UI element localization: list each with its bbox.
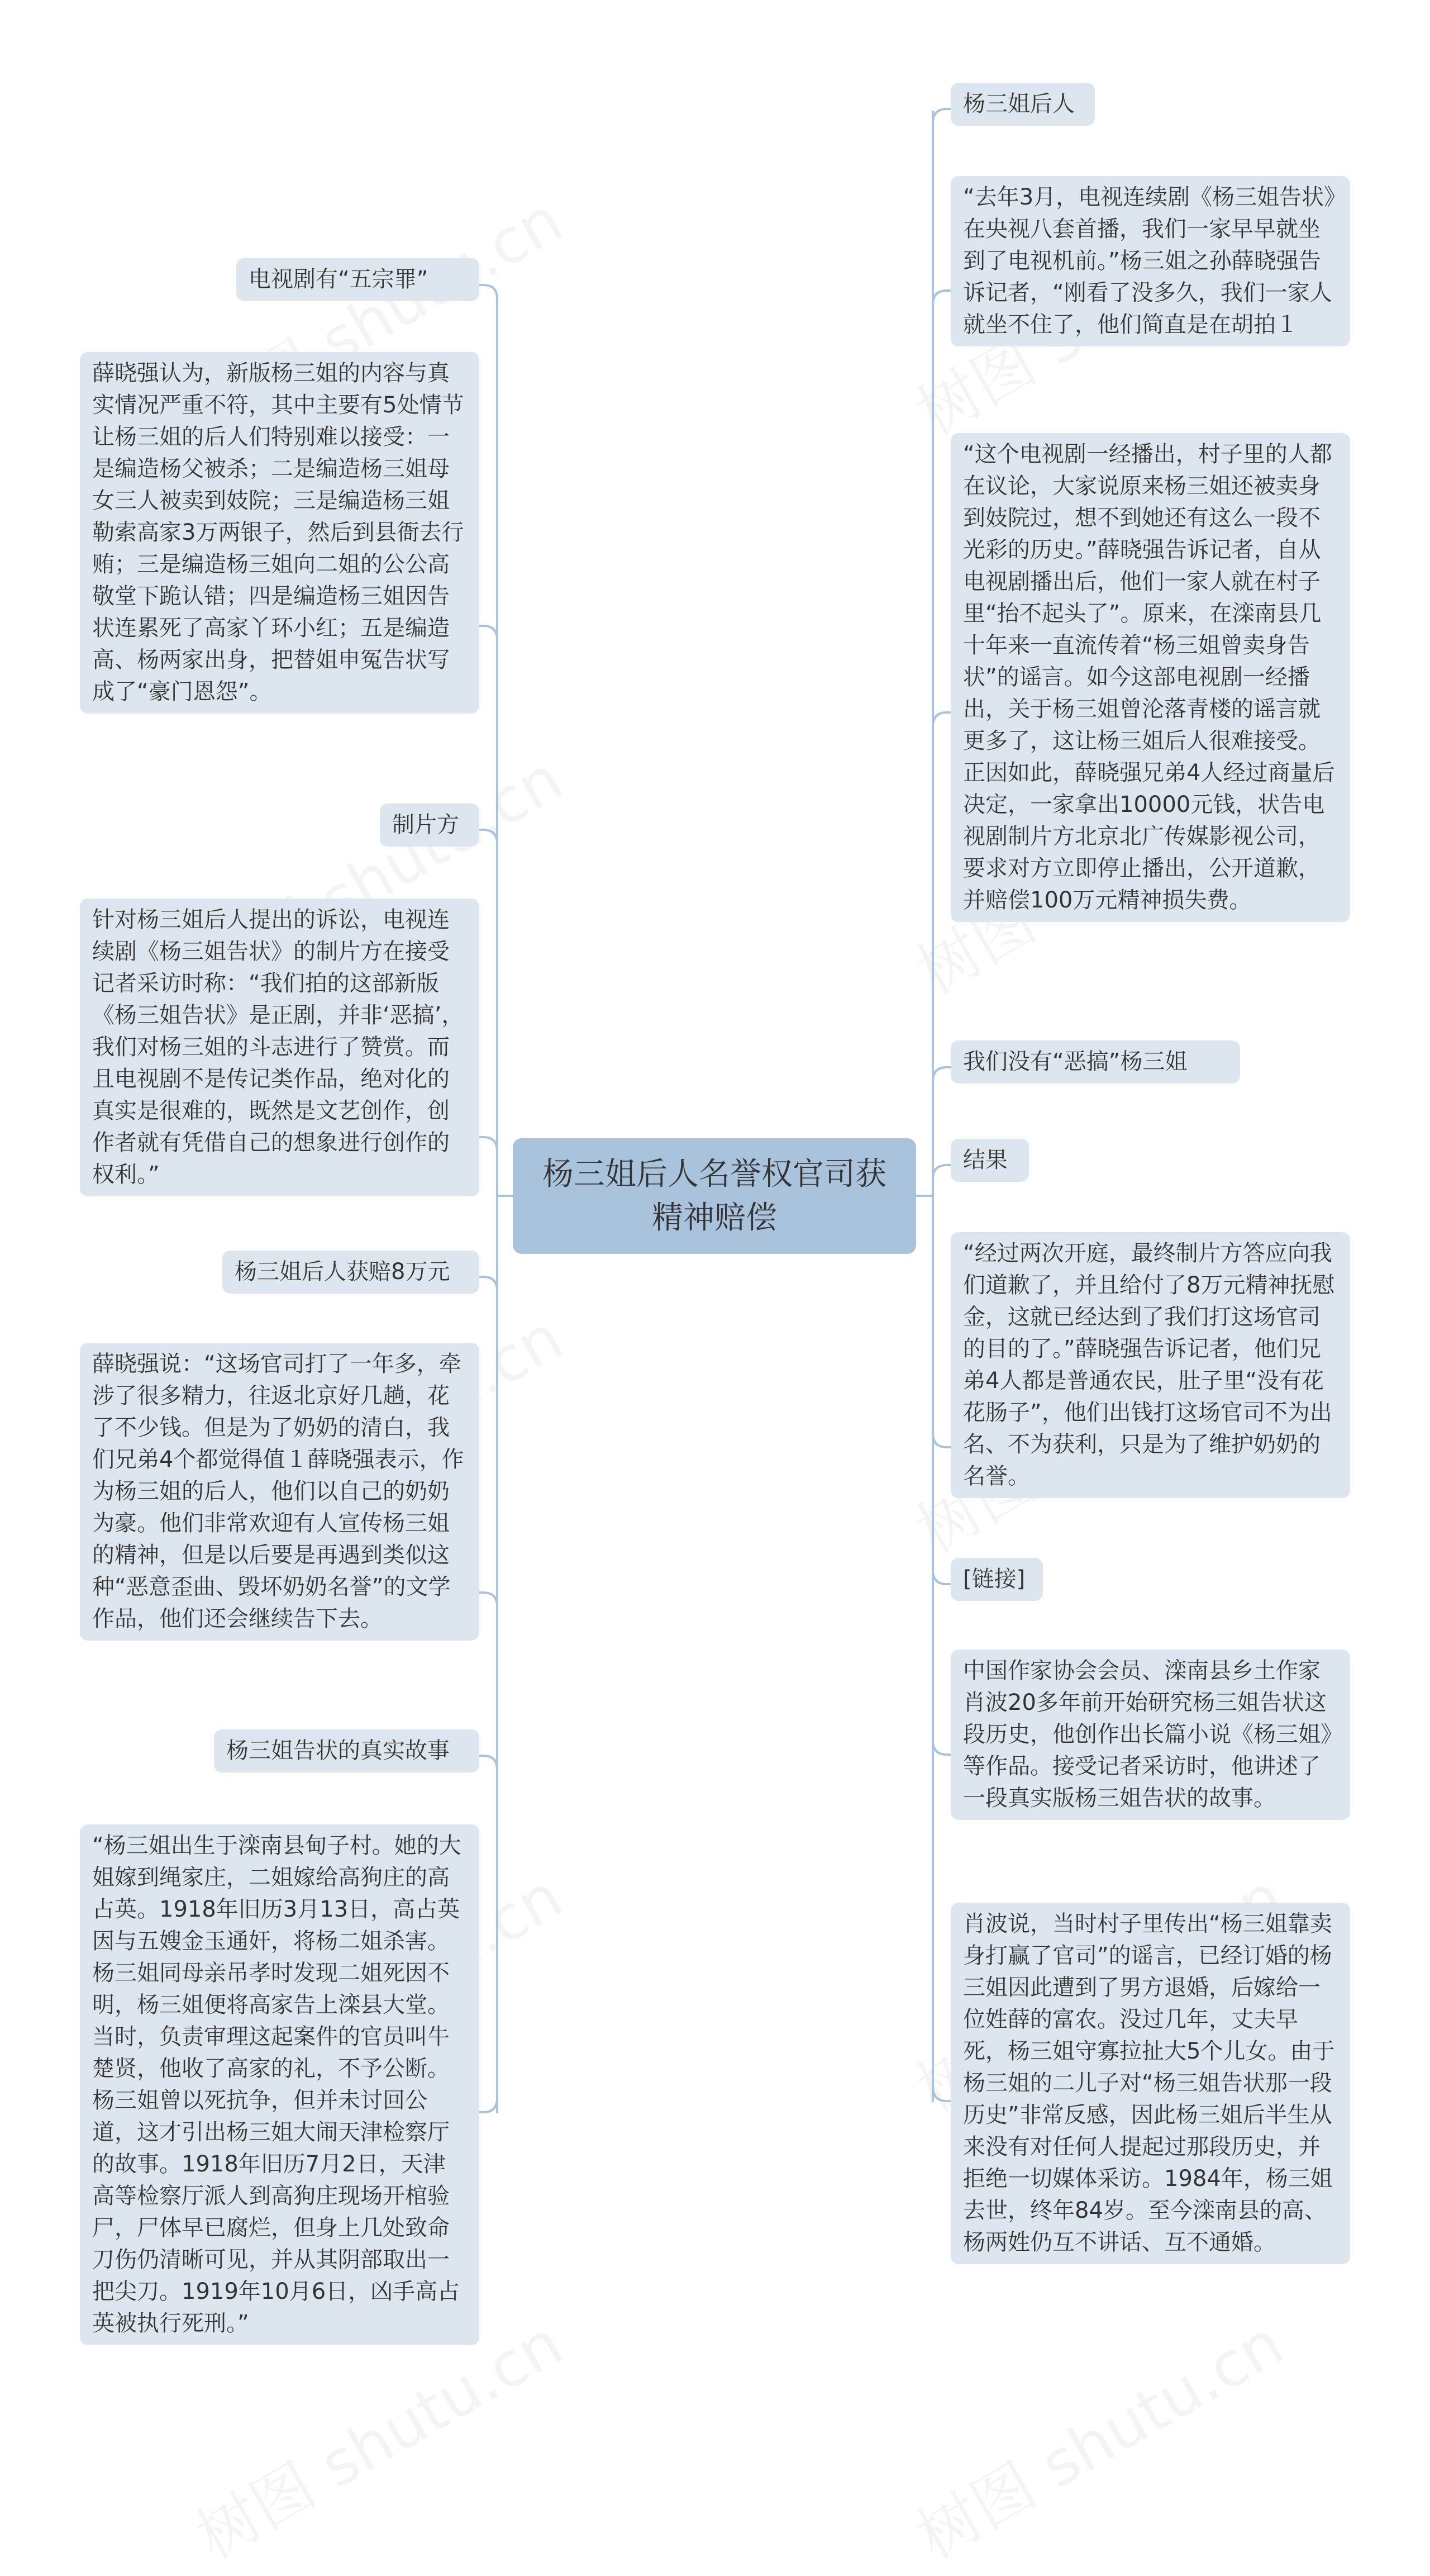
branch-right	[933, 1218, 951, 1447]
node-left-2[interactable]: 制片方	[380, 804, 479, 847]
node-right-2[interactable]: “这个电视剧一经播出，村子里的人都在议论，大家说原来杨三姐还被卖身到妓院过，想不到她还有这么一段不光彩的历史。”薛晓强告诉记者，自从电视剧播出后，他们一家人就在村子里“抬不起头了”。原来，在滦南县几十年来一直流传着“杨三姐曾卖身告状”的谣言。如今这部电视剧一经播出，关于杨三姐曾沦落青楼的谣言就更多了，这让杨三姐后人很难接受。正因如此，薛晓强兄弟4人经过商量后决定，一家拿出10000元钱，状告电视剧制片方北京北广传媒影视公司，要求对方立即停止播出，公开道歉，并赔偿100万元精神损失费。	[951, 433, 1350, 922]
branch-left	[479, 626, 497, 640]
node-left-7[interactable]: “杨三姐出生于滦南县甸子村。她的大姐嫁到绳家庄，二姐嫁给高狗庄的高占英。1918年旧历3月13日，高占英因与五嫂金玉通奸，将杨二姐杀害。杨三姐同母亲吊孝时发现二姐死因不明，杨三姐便将高家告上滦县大堂。当时，负责审理这起案件的官员叫牛楚贤，他收了高家的礼，不予公断。杨三姐曾以死抗争，但并未讨回公道，这才引出杨三姐大闹天津检察厅的故事。1918年旧历7月2日，天津高等检察厅派人到高狗庄现场开棺验尸，尸体早已腐烂，但身上几处致命刀伤仍清晰可见，并从其阴部取出一把尖刀。1919年10月6日，凶手高占英被执行死刑。”	[80, 1824, 479, 2345]
node-right-1[interactable]: “去年3月，电视连续剧《杨三姐告状》在央视八套首播，我们一家早早就坐到了电视机前。”杨三姐之孙薛晓强告诉记者，“刚看了没多久，我们一家人就坐不住了，他们简直是在胡拍１	[951, 176, 1350, 346]
node-left-5[interactable]: 薛晓强说：“这场官司打了一年多，牵涉了很多精力，往返北京好几趟，花了不少钱。但是为了奶奶的清白，我们兄弟4个都觉得值１薛晓强表示，作为杨三姐的后人，他们以自己的奶奶为豪。他们非常欢迎有人宣传杨三姐的精神，但是以后要是再遇到类似这种“恶意歪曲、毁坏奶奶名誉”的文学作品，他们还会继续告下去。	[80, 1343, 479, 1641]
node-left-6[interactable]: 杨三姐告状的真实故事	[214, 1729, 479, 1772]
branch-right	[933, 2087, 951, 2101]
trunk-right	[916, 112, 933, 1196]
node-right-6[interactable]: [链接]	[951, 1558, 1043, 1601]
node-right-7[interactable]: 中国作家协会会员、滦南县乡土作家肖波20多年前开始研究杨三姐告状这段历史，他创作出长篇小说《杨三姐》等作品。接受记者采访时，他讲述了一段真实版杨三姐告状的故事。	[951, 1650, 1350, 1820]
branch-right	[933, 291, 951, 305]
branch-left	[479, 2098, 497, 2112]
branch-right	[933, 1067, 951, 1081]
node-right-8[interactable]: 肖波说，当时村子里传出“杨三姐靠卖身打赢了官司”的谣言，已经订婚的杨三姐因此遭到了男方退婚，后嫁给一位姓薛的富农。没过几年，丈夫早死，杨三姐守寡拉扯大5个儿女。由于杨三姐的二儿子对“杨三姐告状那一段历史”非常反感，因此杨三姐后半生从来没有对任何人提起过那段历史，并拒绝一切媒体采访。1984年，杨三姐去世，终年84岁。至今滦南县的高、杨两姓仍互不讲话、互不通婚。	[951, 1903, 1350, 2264]
node-right-3[interactable]: 我们没有“恶搞”杨三姐	[951, 1040, 1240, 1083]
node-left-0[interactable]: 电视剧有“五宗罪”	[236, 258, 479, 301]
branch-right	[933, 109, 951, 123]
node-left-1[interactable]: 薛晓强认为，新版杨三姐的内容与真实情况严重不符，其中主要有5处情节让杨三姐的后人们特别难以接受：一是编造杨父被杀；二是编造杨三姐母女三人被卖到妓院；三是编造杨三姐勒索高家3万两银子，然后到县衙去行贿；三是编造杨三姐向二姐的公公高敬堂下跪认错；四是编造杨三姐因告状连累死了高家丫环小红；五是编造高、杨两家出身，把替姐申冤告状写成了“豪门恩怨”。	[80, 352, 479, 714]
trunk-left	[497, 299, 514, 1196]
node-right-4[interactable]: 结果	[951, 1139, 1029, 1182]
branch-right	[933, 712, 951, 726]
branch-left	[479, 285, 497, 299]
branch-right	[933, 1570, 951, 1584]
node-left-3[interactable]: 针对杨三姐后人提出的诉讼，电视连续剧《杨三姐告状》的制片方在接受记者采访时称：“我们拍的这部新版《杨三姐告状》是正剧，并非‘恶搞’，我们对杨三姐的斗志进行了赞赏。而且电视剧不是传记类作品，绝对化的真实是很难的，既然是文艺创作，创作者就有凭借自己的想象进行创作的权利。”	[80, 899, 479, 1196]
branch-left	[479, 1137, 497, 1151]
branch-left	[479, 1756, 497, 1770]
branch-right	[933, 1741, 951, 1755]
root-node[interactable]: 杨三姐后人名誉权官司获精神赔偿	[513, 1138, 916, 1254]
branch-left	[479, 830, 497, 844]
branch-left	[479, 1593, 497, 1607]
branch-left	[479, 1277, 497, 1291]
node-left-4[interactable]: 杨三姐后人获赔8万元	[222, 1251, 479, 1294]
branch-right	[933, 1165, 951, 1179]
node-right-0[interactable]: 杨三姐后人	[951, 83, 1095, 126]
node-right-5[interactable]: “经过两次开庭，最终制片方答应向我们道歉了，并且给付了8万元精神抚慰金，这就已经达到了我们打这场官司的目的了。”薛晓强告诉记者，他们兄弟4人都是普通农民，肚子里“没有花花肠子”，他们出钱打这场官司不为出名、不为获利，只是为了维护奶奶的名誉。	[951, 1232, 1350, 1498]
